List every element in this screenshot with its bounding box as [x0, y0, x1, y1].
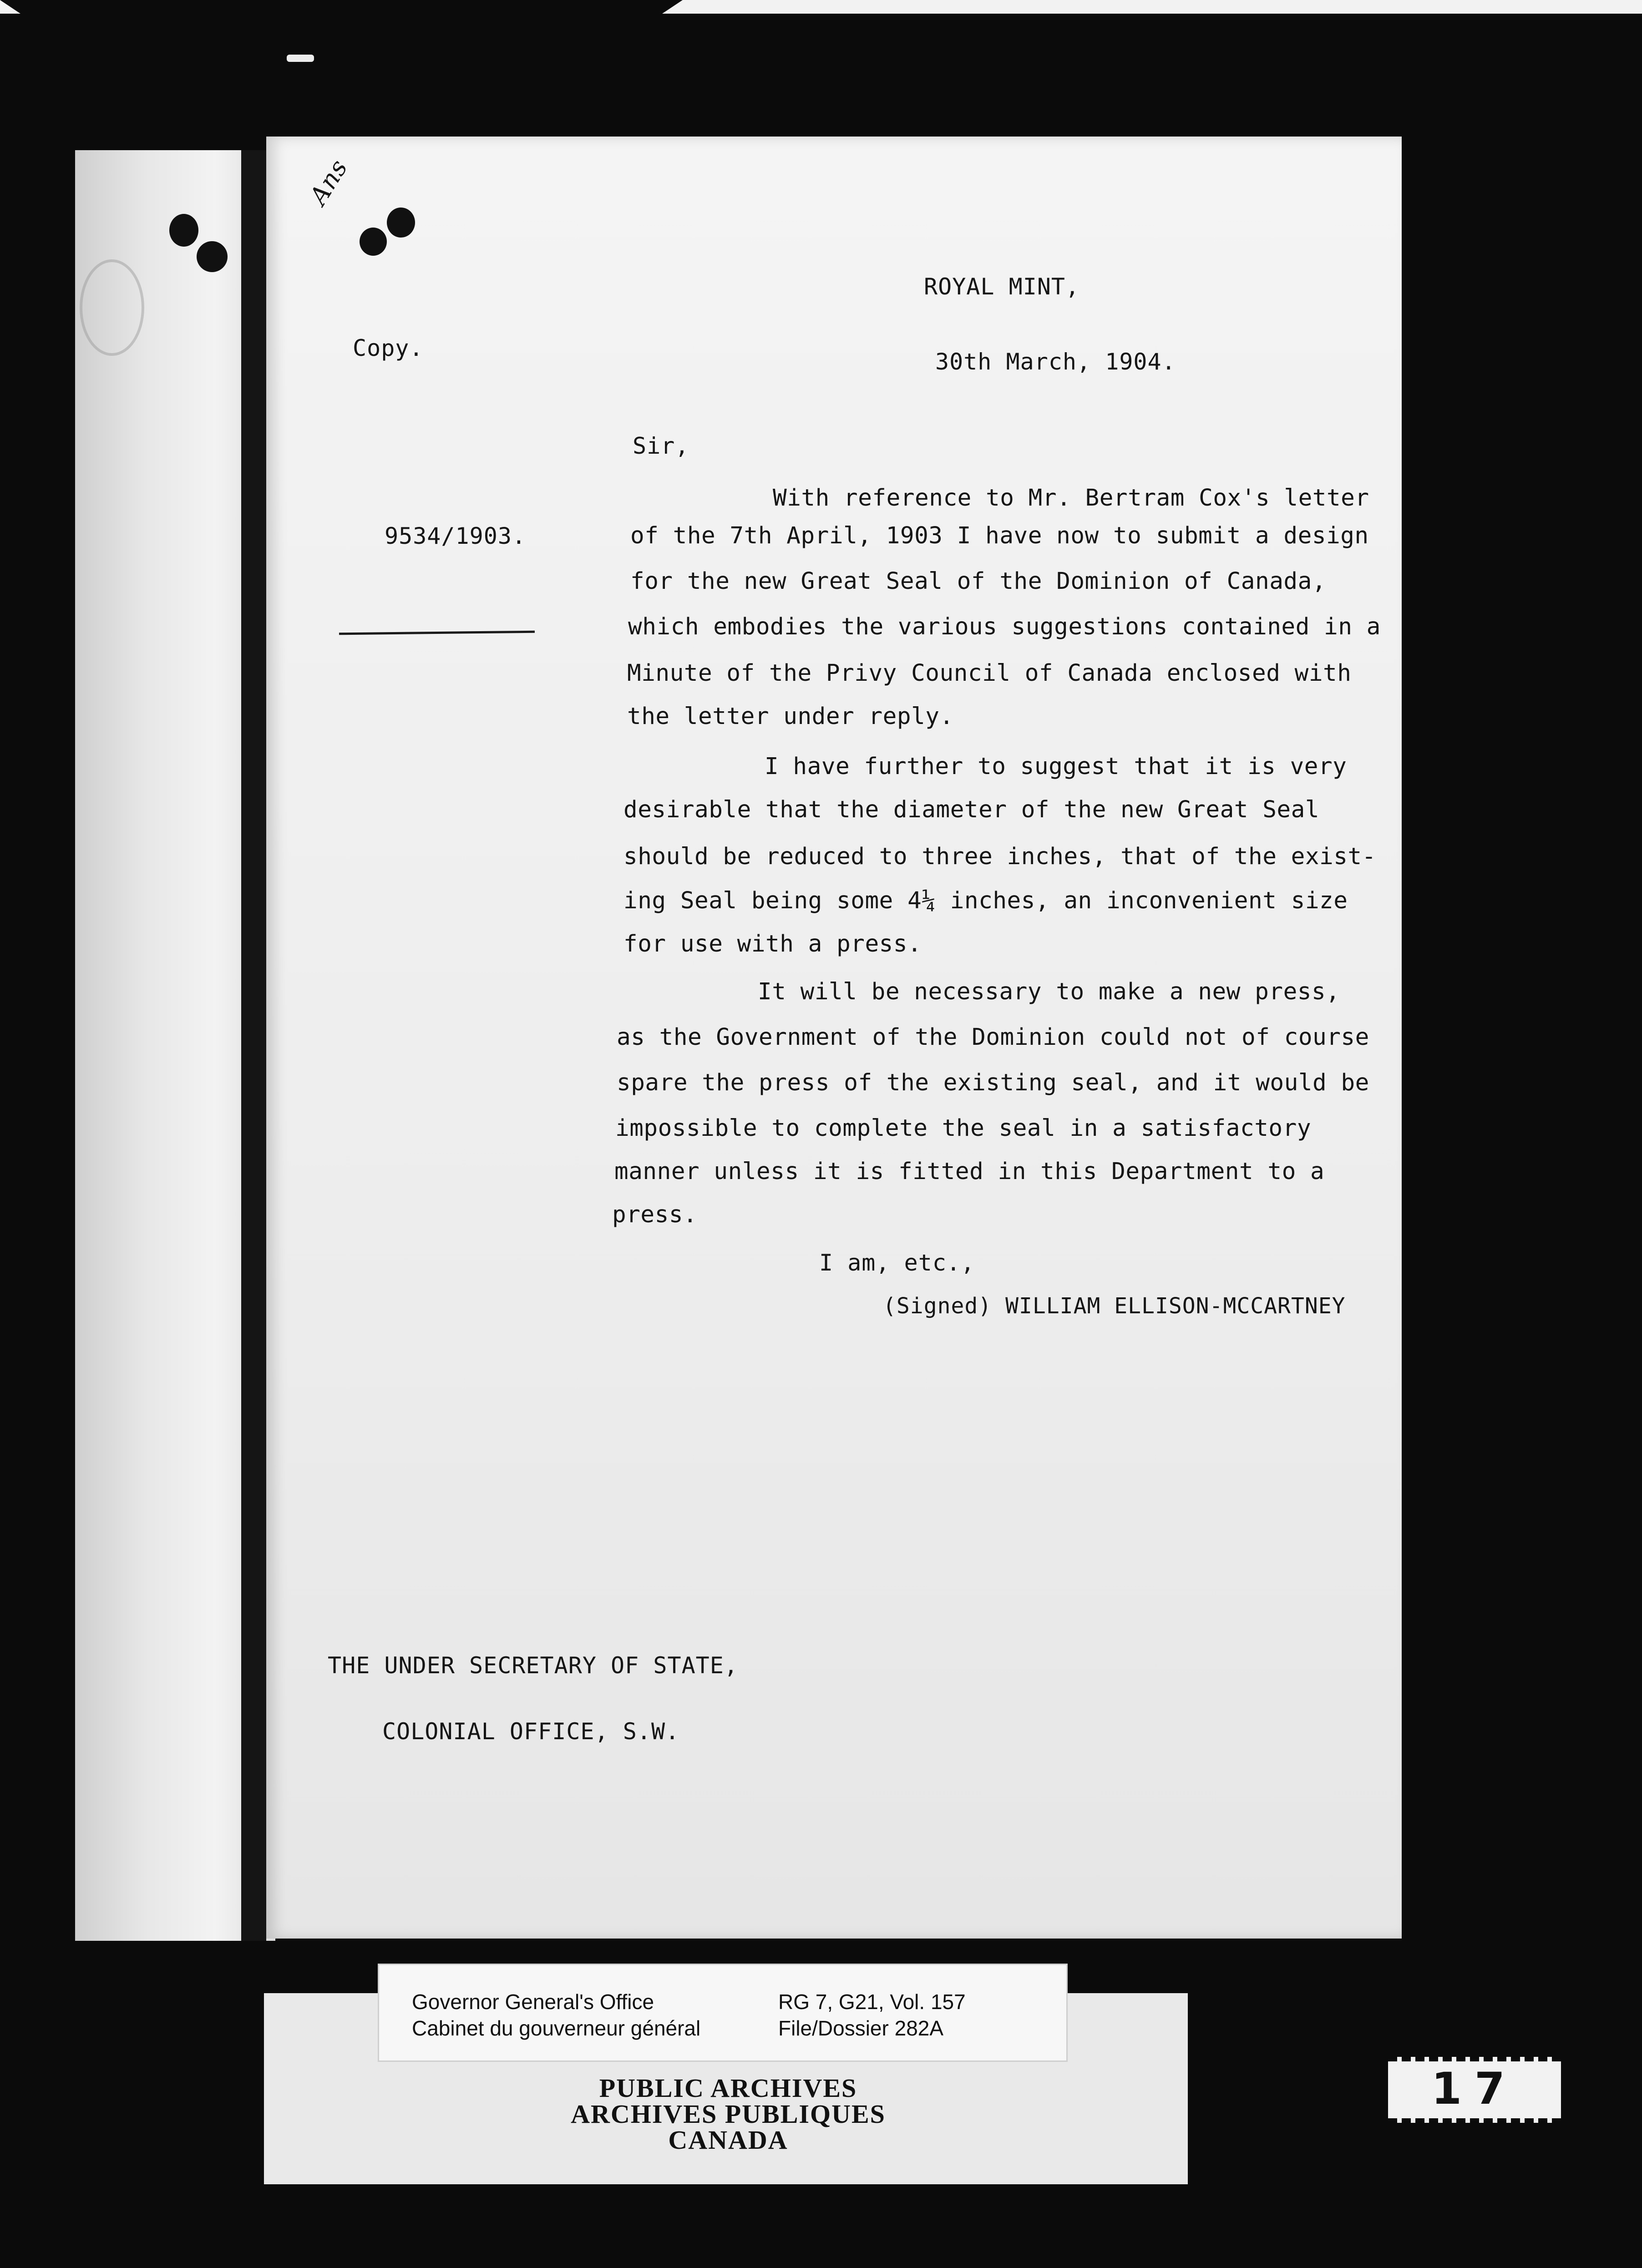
body-line: With reference to Mr. Bertram Cox's letter	[773, 485, 1369, 511]
punch-hole	[197, 241, 228, 272]
body-line: as the Government of the Dominion could not of course	[617, 1024, 1369, 1051]
handwritten-annotation: Ans	[304, 154, 354, 210]
sheet-edge-shadow	[241, 150, 266, 1941]
archive-file: File/Dossier 282A	[778, 2016, 944, 2040]
signature-line: (Signed) WILLIAM ELLISON-MCCARTNEY	[883, 1293, 1346, 1319]
closing: I am, etc.,	[819, 1250, 975, 1276]
body-line: press.	[612, 1201, 698, 1228]
punch-hole	[360, 228, 387, 256]
body-line: spare the press of the existing seal, and it would be	[617, 1069, 1369, 1096]
office-french: Cabinet du gouverneur général	[412, 2016, 701, 2040]
office-english: Governor General's Office	[412, 1990, 654, 2014]
body-line: which embodies the various suggestions contained in a	[628, 613, 1381, 640]
film-top-shadow	[0, 0, 683, 14]
body-line: for use with a press.	[623, 931, 922, 957]
body-line: of the 7th April, 1903 I have now to submit a design	[630, 522, 1369, 549]
body-line: desirable that the diameter of the new Great Seal	[623, 796, 1320, 823]
archives-stamp-line: CANADA	[668, 2125, 788, 2155]
punch-hole	[169, 214, 198, 247]
body-line: impossible to complete the seal in a satisfactory	[615, 1115, 1312, 1142]
body-line: Minute of the Privy Council of Canada enclosed with	[627, 660, 1352, 687]
archive-reference: RG 7, G21, Vol. 157	[778, 1990, 966, 2014]
salutation: Sir,	[633, 433, 689, 459]
sender-heading: ROYAL MINT,	[924, 273, 1080, 300]
body-line: should be reduced to three inches, that of the exist-	[623, 843, 1376, 870]
faint-stamp-mark	[80, 259, 144, 356]
archives-stamp-line: PUBLIC ARCHIVES	[599, 2073, 857, 2103]
body-line: ing Seal being some 4¼ inches, an inconvenient size	[623, 887, 1348, 914]
letter-date: 30th March, 1904.	[935, 349, 1176, 375]
body-line: It will be necessary to make a new press,	[758, 978, 1340, 1005]
addressee-line: THE UNDER SECRETARY OF STATE,	[328, 1652, 738, 1679]
frame-number: 17	[1388, 2057, 1561, 2123]
copy-label: Copy.	[353, 335, 424, 361]
body-line: manner unless it is fitted in this Department to a	[614, 1158, 1325, 1185]
archives-stamp-line: ARCHIVES PUBLIQUES	[571, 2099, 886, 2129]
addressee-line: COLONIAL OFFICE, S.W.	[382, 1718, 680, 1745]
body-line: for the new Great Seal of the Dominion of Canada,	[630, 568, 1327, 595]
reference-number: 9534/1903.	[385, 523, 527, 549]
film-mark	[287, 55, 314, 62]
body-line: the letter under reply.	[627, 703, 954, 730]
body-line: I have further to suggest that it is very	[765, 753, 1347, 780]
punch-hole	[387, 208, 415, 238]
